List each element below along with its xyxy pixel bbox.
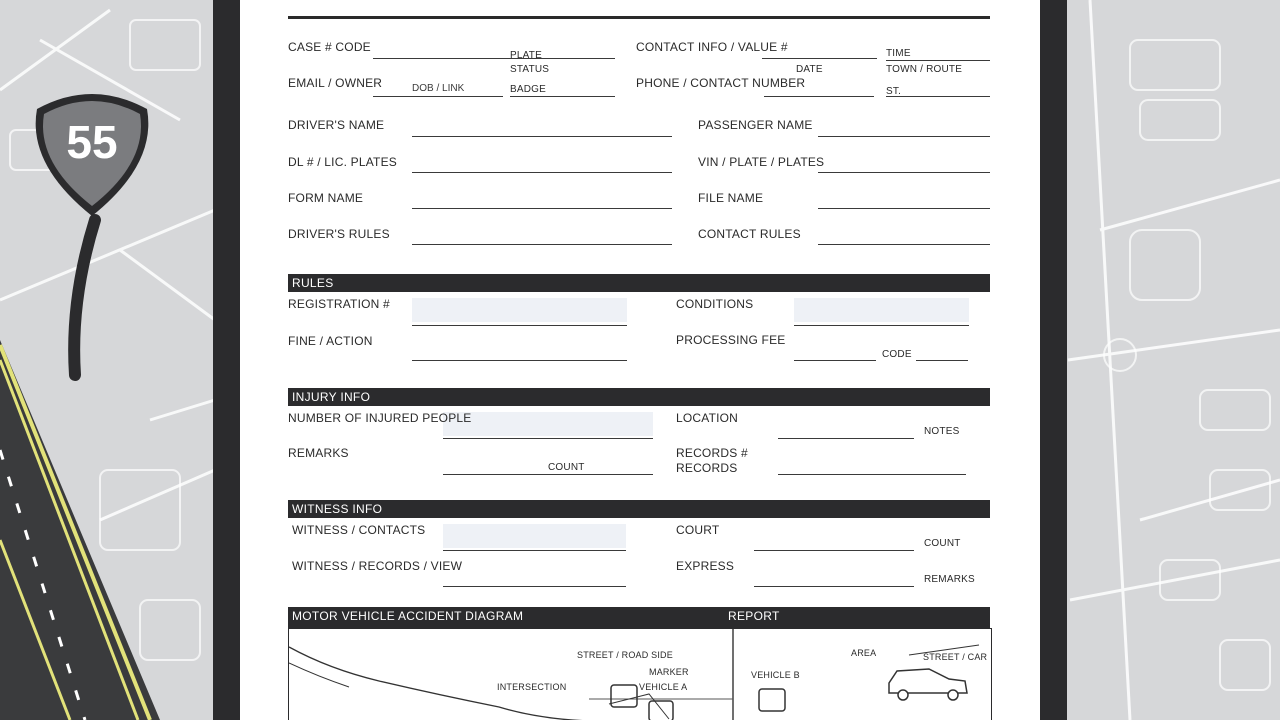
town-label: TOWN / ROUTE bbox=[886, 64, 963, 75]
express-field[interactable] bbox=[754, 586, 914, 587]
car-icon bbox=[889, 669, 967, 693]
fine-action-label: FINE / ACTION bbox=[288, 334, 373, 348]
conditions-label: CONDITIONS bbox=[676, 297, 754, 311]
time-field[interactable] bbox=[886, 60, 990, 61]
notes-label: NOTES bbox=[924, 426, 960, 437]
diagram-report-title: REPORT bbox=[728, 609, 780, 623]
contact-info-label: CONTACT INFO / VALUE # bbox=[636, 40, 788, 54]
st-field[interactable] bbox=[886, 96, 990, 97]
highway-sign-icon bbox=[22, 84, 162, 224]
diagram-section-title: MOTOR VEHICLE ACCIDENT DIAGRAM bbox=[292, 609, 524, 623]
phone-contact-field[interactable] bbox=[764, 96, 874, 97]
witness-section-title: WITNESS INFO bbox=[292, 502, 383, 516]
diagram-annotation-vehicle-b: VEHICLE B bbox=[751, 670, 800, 680]
top-rule bbox=[288, 16, 990, 19]
count-label: COUNT bbox=[548, 462, 585, 473]
location-field[interactable] bbox=[778, 438, 914, 439]
court-label: COURT bbox=[676, 523, 720, 537]
diagram-section-header bbox=[288, 607, 990, 628]
witness-remarks-label: REMARKS bbox=[924, 574, 975, 585]
processing-fee-label: PROCESSING FEE bbox=[676, 333, 786, 347]
diagram-annotation-vehicle-a: VEHICLE A bbox=[639, 682, 688, 692]
injury-section-title: INJURY INFO bbox=[292, 390, 371, 404]
field-shading bbox=[412, 298, 627, 322]
case-code-label: CASE # CODE bbox=[288, 40, 371, 54]
diagram-sketch bbox=[289, 629, 991, 720]
passenger-name-label: PASSENGER NAME bbox=[698, 118, 813, 132]
court-field[interactable] bbox=[754, 550, 914, 551]
file-name-field[interactable] bbox=[818, 208, 990, 209]
email-owner-label: EMAIL / OWNER bbox=[288, 76, 383, 90]
diagram-annotation-intersection: INTERSECTION bbox=[497, 682, 567, 692]
remarks-label: REMARKS bbox=[288, 446, 349, 460]
case-code-field[interactable] bbox=[373, 58, 615, 59]
st-label: ST. bbox=[886, 86, 902, 97]
badge-label: BADGE bbox=[510, 84, 547, 95]
injured-count-label: NUMBER OF INJURED PEOPLE bbox=[288, 411, 472, 425]
conditions-field[interactable] bbox=[794, 325, 969, 326]
code-label: CODE bbox=[882, 349, 912, 360]
plate-label: PLATE bbox=[510, 50, 542, 61]
date-label: DATE bbox=[796, 64, 823, 75]
field-shading bbox=[794, 298, 969, 322]
records-number-label: RECORDS # bbox=[676, 446, 748, 460]
diagram-annotation-marker: MARKER bbox=[649, 667, 689, 677]
rules-section-title: RULES bbox=[292, 276, 334, 290]
email-owner-value: DOB / LINK bbox=[412, 83, 465, 94]
contact-rules-field[interactable] bbox=[818, 244, 990, 245]
vehicle-a-icon bbox=[611, 685, 637, 707]
diagram-annotation-area: AREA bbox=[851, 648, 877, 658]
driver-rules-label: DRIVER'S RULES bbox=[288, 227, 390, 241]
diagram-annotation-street: STREET / ROAD SIDE bbox=[577, 650, 673, 660]
witness-contacts-label: WITNESS / CONTACTS bbox=[292, 523, 426, 537]
registration-label: REGISTRATION # bbox=[288, 297, 390, 311]
dl-plates-field[interactable] bbox=[412, 172, 672, 173]
witness-count-label: COUNT bbox=[924, 538, 961, 549]
status-label: STATUS bbox=[510, 64, 550, 75]
records-field[interactable] bbox=[778, 474, 966, 475]
location-label: LOCATION bbox=[676, 411, 739, 425]
time-label: TIME bbox=[886, 48, 911, 59]
remarks-field[interactable] bbox=[443, 474, 653, 475]
form-name-field[interactable] bbox=[412, 208, 672, 209]
driver-rules-field[interactable] bbox=[412, 244, 672, 245]
injured-count-field[interactable] bbox=[443, 438, 653, 439]
records-label: RECORDS bbox=[676, 461, 738, 475]
accident-diagram[interactable] bbox=[288, 628, 992, 720]
express-label: EXPRESS bbox=[676, 559, 735, 573]
vehicle-b-icon bbox=[759, 689, 785, 711]
field-shading bbox=[443, 412, 653, 436]
vin-plates-label: VIN / PLATE / PLATES bbox=[698, 155, 825, 169]
witness-contacts-field[interactable] bbox=[443, 550, 626, 551]
badge-field[interactable] bbox=[510, 96, 615, 97]
vin-plates-field[interactable] bbox=[818, 172, 990, 173]
field-shading bbox=[443, 524, 626, 548]
driver-name-field[interactable] bbox=[412, 136, 672, 137]
witness-records-field[interactable] bbox=[443, 586, 626, 587]
diagram-annotation-street-car: STREET / CAR bbox=[923, 652, 988, 662]
sign-number: 55 bbox=[66, 116, 118, 168]
file-name-label: FILE NAME bbox=[698, 191, 764, 205]
injury-section-header bbox=[288, 388, 990, 406]
rules-section-header bbox=[288, 274, 990, 292]
passenger-name-field[interactable] bbox=[818, 136, 990, 137]
witness-records-label: WITNESS / RECORDS / VIEW bbox=[292, 559, 463, 573]
form-name-label: FORM NAME bbox=[288, 191, 364, 205]
code-field[interactable] bbox=[916, 360, 968, 361]
fine-action-field[interactable] bbox=[412, 360, 627, 361]
phone-contact-label: PHONE / CONTACT NUMBER bbox=[636, 76, 806, 90]
processing-fee-field[interactable] bbox=[794, 360, 876, 361]
contact-rules-label: CONTACT RULES bbox=[698, 227, 801, 241]
witness-section-header bbox=[288, 500, 990, 518]
report-form bbox=[240, 0, 1040, 720]
email-owner-field[interactable] bbox=[373, 96, 503, 97]
driver-name-label: DRIVER'S NAME bbox=[288, 118, 385, 132]
dl-plates-label: DL # / LIC. PLATES bbox=[288, 155, 397, 169]
contact-info-field[interactable] bbox=[762, 58, 877, 59]
registration-field[interactable] bbox=[412, 325, 627, 326]
